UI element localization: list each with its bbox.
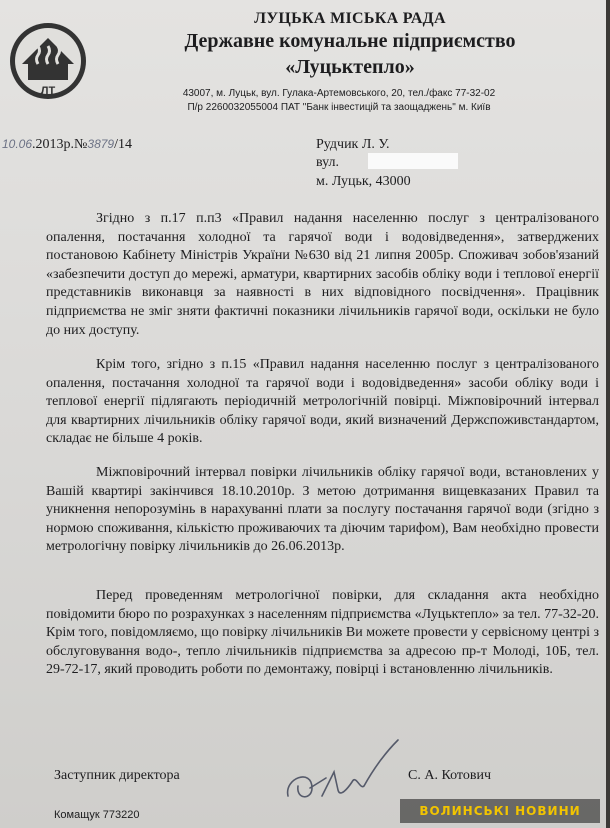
ref-suffix: /14 (114, 137, 132, 152)
council-heading: ЛУЦЬКА МІСЬКА РАДА (254, 10, 446, 27)
body-paragraph-2: Крім того, згідно з п.15 «Правил надання населенню послуг з централізованого опалення, постачання холодної та гарячої води і водовідведення» засоби обліку води і теплової енергії підлягають періодичній метрологічній повірці. Міжповірочний інтервал для квартирних лічильників обліку гарячої води, який визначений Держспоживстандартом, складає не більше 4 років. (46, 357, 599, 447)
page-edge (606, 0, 610, 828)
executor-contact: Комащук 773220 (54, 809, 140, 821)
signatory-name: С. А. Котович (408, 768, 491, 783)
ref-year: .2013р.№ (32, 137, 88, 152)
watermark (400, 799, 600, 823)
recipient-city: м. Луцьк, 43000 (316, 174, 411, 189)
body-paragraph-3: Міжповірочний інтервал повірки лічильників обліку гарячої води, встановлених у Вашій квартирі закінчився 18.10.2010р. З метою дотримання вищевказаних Правил та уникнення непорозумінь в нарахуванні плати за послугу постачання гарячої води (згідно з нормою споживання, кількістю проживаючих та діючим тарифом), Вам необхідно провести метрологічну повірку лічильників до 26.06.2013р. (46, 465, 599, 555)
org-type-heading: Державне комунальне підприємство (184, 30, 516, 52)
watermark-text: ВОЛИНСЬКІ НОВИНИ (419, 804, 581, 818)
org-address: 43007, м. Луцьк, вул. Гулака-Артемовського, 20, тел./факс 77-32-02 (182, 88, 496, 99)
org-name-heading: «Луцьктепло» (285, 56, 415, 78)
reference-line (2, 137, 132, 153)
redaction-box (368, 153, 458, 169)
logo-text: ЛТ (40, 85, 56, 97)
body-paragraph-4: Перед проведенням метрологічної повірки, для складання акта необхідно повідомити бюро по розрахунках з населенням підприємства «Луцьктепло» за тел. 77-32-20. Крім того, повідомляємо, що повірку лічильників Ви можете провести у сервісному центрі з обслуговування водо-, тепло лічильників підприємства за адресою пр-т Молоді, 10Б, тел. 29-72-17, який проводить роботи по демонтажу, повірці і встановленню лічильників. (46, 588, 599, 678)
signatory-role: Заступник директора (54, 768, 180, 783)
ref-number: 3879 (87, 137, 115, 151)
recipient-name: Рудчик Л. У. (316, 137, 390, 152)
luts-k-teplo-logo (8, 20, 88, 102)
body-paragraph-1: Згідно з п.17 п.п3 «Правил надання населенню послуг з централізованого опалення, постачання холодної та гарячої води і водовідведення», затверджених постановою Кабінету Міністрів України №630 від 21 липня 2005р. Споживач зобов'язаний «забезпечити доступ до мережі, арматури, квартирних засобів обліку води і теплової енергії представників виконавця за наявності в них відповідного посвідчення». Працівник підприємства не зміг зняти фактичні показники лічильників гарячої води, оскільки не було до них доступу. (46, 211, 599, 338)
org-bank: П/р 2260032055004 ПАТ "Банк інвестицій та заощаджень" м. Київ (187, 102, 491, 113)
recipient-street: вул. (316, 155, 340, 170)
ref-date: 10.06 (2, 137, 33, 151)
handwritten-signature (282, 738, 402, 808)
